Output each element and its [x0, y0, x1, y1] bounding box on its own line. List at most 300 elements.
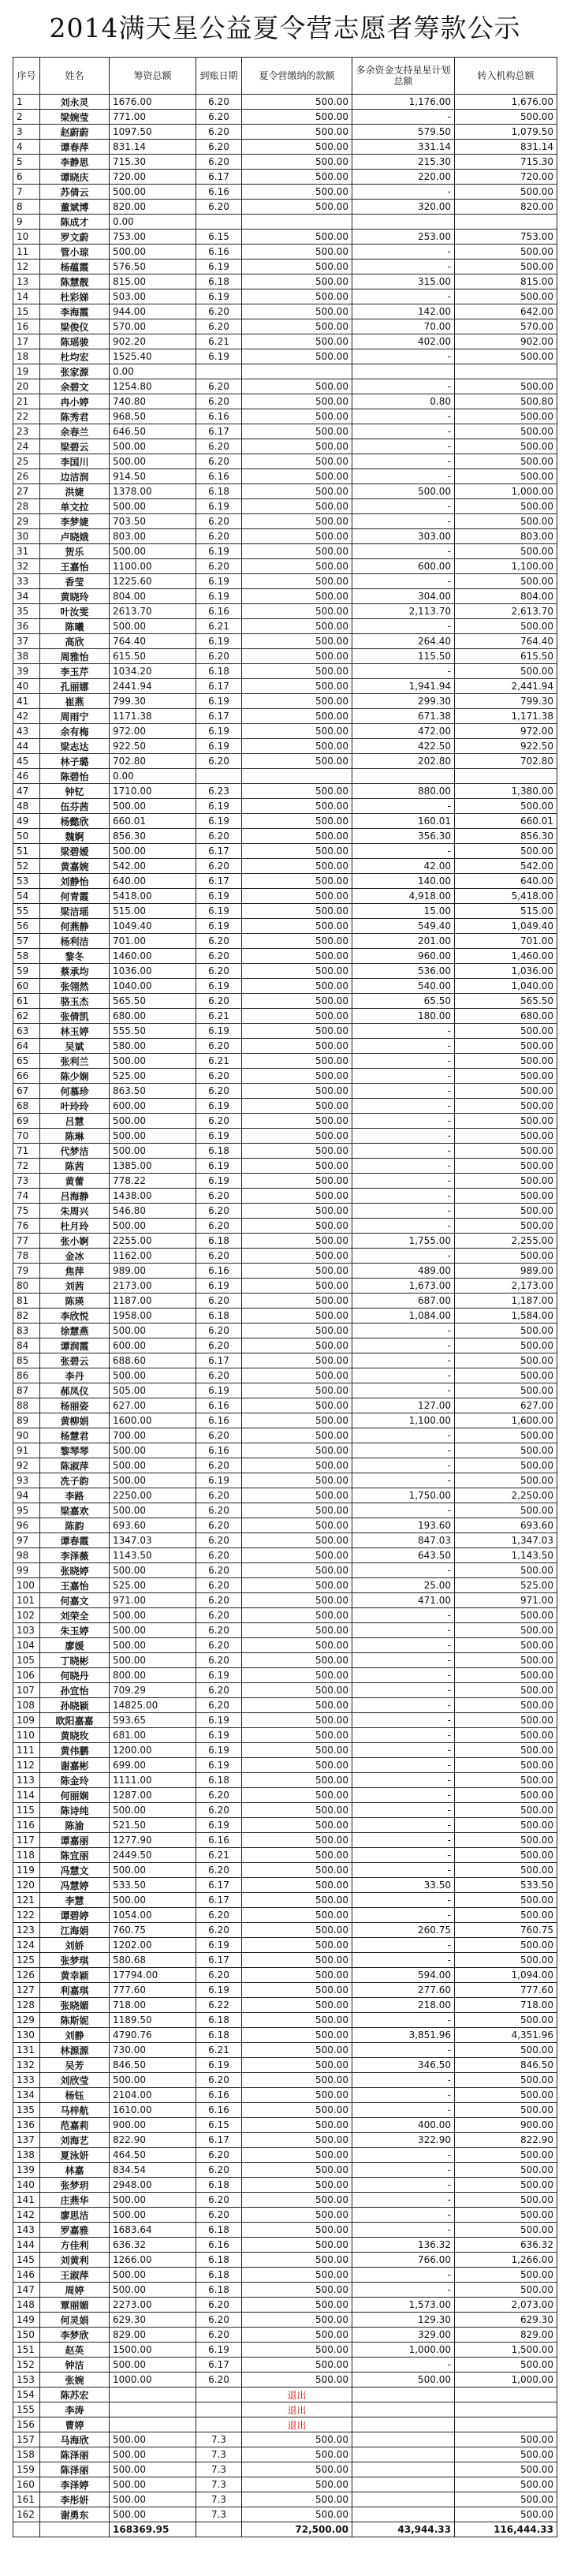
cell-camp-fee: 500.00 — [242, 334, 352, 349]
cell-raised: 505.00 — [110, 1383, 196, 1398]
cell-idx: 107 — [13, 1683, 40, 1698]
cell-raised: 500.00 — [110, 2268, 196, 2283]
cell-raised: 680.00 — [110, 1009, 196, 1024]
cell-raised — [110, 2402, 196, 2417]
cell-transfer: 500.00 — [455, 499, 557, 514]
cell-idx: 3 — [13, 125, 40, 140]
cell-transfer: 715.30 — [455, 155, 557, 170]
cell-date: 6.19 — [196, 1024, 242, 1039]
cell-date: 6.20 — [196, 1563, 242, 1578]
cell-transfer: 4,351.96 — [455, 2028, 557, 2043]
cell-name: 余碧文 — [40, 379, 110, 394]
cell-surplus: 1,573.00 — [352, 2298, 455, 2313]
cell-camp-fee: 500.00 — [242, 679, 352, 694]
cell-name: 冼子韵 — [40, 1473, 110, 1488]
cell-surplus: - — [352, 1144, 455, 1159]
cell-camp-fee: 500.00 — [242, 2373, 352, 2387]
cell-surplus: 329.00 — [352, 2328, 455, 2343]
table-row — [13, 2073, 557, 2088]
cell-date: 6.20 — [196, 2373, 242, 2387]
table-row — [13, 1548, 557, 1563]
cell-surplus: - — [352, 2073, 455, 2088]
table-row — [13, 1069, 557, 1084]
cell-raised: 914.50 — [110, 469, 196, 484]
cell-surplus: 400.00 — [352, 2118, 455, 2133]
table-row — [13, 2253, 557, 2268]
cell-raised: 1225.60 — [110, 574, 196, 589]
cell-camp-fee: 500.00 — [242, 2477, 352, 2492]
cell-idx: 132 — [13, 2058, 40, 2073]
cell-idx: 38 — [13, 649, 40, 664]
table-row — [13, 2283, 557, 2298]
cell-raised: 1710.00 — [110, 784, 196, 799]
cell-idx: 133 — [13, 2073, 40, 2088]
cell-raised: 1347.03 — [110, 1533, 196, 1548]
cell-camp-fee: 500.00 — [242, 919, 352, 934]
cell-name: 骆玉杰 — [40, 994, 110, 1009]
cell-camp-fee: 500.00 — [242, 1593, 352, 1608]
cell-idx: 61 — [13, 994, 40, 1009]
cell-camp-fee: 500.00 — [242, 1084, 352, 1099]
cell-name: 陈淑萍 — [40, 1458, 110, 1473]
cell-idx: 103 — [13, 1623, 40, 1638]
cell-date: 6.18 — [196, 1773, 242, 1788]
cell-name: 黄晓玫 — [40, 1728, 110, 1743]
cell-camp-fee: 500.00 — [242, 499, 352, 514]
cell-surplus: 127.00 — [352, 1398, 455, 1413]
cell-camp-fee: 500.00 — [242, 2507, 352, 2522]
cell-camp-fee: 500.00 — [242, 1219, 352, 1234]
cell-transfer: 500.00 — [455, 2088, 557, 2103]
table-row — [13, 2238, 557, 2253]
cell-raised: 1000.00 — [110, 2373, 196, 2387]
cell-camp-fee: 500.00 — [242, 274, 352, 289]
cell-surplus: - — [352, 185, 455, 200]
cell-transfer: 500.00 — [455, 1473, 557, 1488]
cell-camp-fee: 500.00 — [242, 1204, 352, 1219]
cell-date: 6.16 — [196, 2088, 242, 2103]
cell-raised: 0.00 — [110, 364, 196, 379]
cell-surplus: - — [352, 439, 455, 454]
cell-date: 6.19 — [196, 1983, 242, 1998]
cell-camp-fee: 500.00 — [242, 724, 352, 739]
cell-surplus — [352, 2462, 455, 2477]
cell-camp-fee: 500.00 — [242, 2313, 352, 2328]
cell-camp-fee: 500.00 — [242, 289, 352, 304]
cell-raised: 900.00 — [110, 2118, 196, 2133]
cell-camp-fee: 500.00 — [242, 1563, 352, 1578]
cell-name: 陈少娴 — [40, 1069, 110, 1084]
cell-camp-fee: 500.00 — [242, 1758, 352, 1773]
cell-date: 6.16 — [196, 409, 242, 424]
cell-date: 6.19 — [196, 259, 242, 274]
cell-transfer: 500.00 — [455, 1638, 557, 1653]
cell-raised: 1187.00 — [110, 1294, 196, 1309]
cell-date: 6.20 — [196, 1908, 242, 1923]
cell-surplus: - — [352, 1743, 455, 1758]
cell-raised: 500.00 — [110, 1893, 196, 1908]
cell-raised: 636.32 — [110, 2238, 196, 2253]
cell-surplus: 2,113.70 — [352, 604, 455, 619]
table-row — [13, 589, 557, 604]
cell-raised: 834.54 — [110, 2163, 196, 2178]
cell-idx: 10 — [13, 230, 40, 245]
cell-camp-fee: 500.00 — [242, 2103, 352, 2118]
cell-idx: 22 — [13, 409, 40, 424]
cell-idx: 55 — [13, 904, 40, 919]
table-row — [13, 2208, 557, 2223]
page-title: 2014满天星公益夏令营志愿者筹款公示 — [49, 13, 521, 43]
cell-camp-fee: 500.00 — [242, 694, 352, 709]
cell-idx: 35 — [13, 604, 40, 619]
cell-idx: 134 — [13, 2088, 40, 2103]
cell-camp-fee: 500.00 — [242, 259, 352, 274]
cell-name: 陈曦 — [40, 619, 110, 634]
cell-transfer — [455, 215, 557, 230]
cell-transfer: 500.00 — [455, 1608, 557, 1623]
cell-idx: 153 — [13, 2373, 40, 2387]
cell-name: 吴芳 — [40, 2058, 110, 2073]
cell-name: 朱玉婷 — [40, 1623, 110, 1638]
cell-transfer: 500.80 — [455, 394, 557, 409]
cell-raised: 740.80 — [110, 394, 196, 409]
cell-surplus: - — [352, 1953, 455, 1968]
table-row — [13, 2103, 557, 2118]
cell-idx: 146 — [13, 2268, 40, 2283]
cell-name: 焦萍 — [40, 1264, 110, 1279]
table-row — [13, 1189, 557, 1204]
cell-name: 林嘉 — [40, 2163, 110, 2178]
cell-camp-fee: 500.00 — [242, 799, 352, 814]
cell-idx: 121 — [13, 1893, 40, 1908]
cell-camp-fee — [242, 769, 352, 784]
table-row — [13, 529, 557, 544]
table-row — [13, 754, 557, 769]
cell-date: 6.19 — [196, 889, 242, 904]
cell-idx: 147 — [13, 2283, 40, 2298]
cell-name: 陈渝 — [40, 1818, 110, 1833]
cell-surplus: 536.00 — [352, 964, 455, 979]
table-header-row — [13, 58, 557, 95]
cell-transfer: 500.00 — [455, 1353, 557, 1368]
cell-idx: 162 — [13, 2507, 40, 2522]
cell-idx: 139 — [13, 2163, 40, 2178]
table-row — [13, 1309, 557, 1323]
table-row — [13, 349, 557, 364]
cell-date: 6.19 — [196, 574, 242, 589]
cell-surplus: 180.00 — [352, 1009, 455, 1024]
cell-date: 6.17 — [196, 2358, 242, 2373]
cell-surplus — [352, 2492, 455, 2507]
cell-camp-fee: 500.00 — [242, 1668, 352, 1683]
cell-surplus: 277.60 — [352, 1983, 455, 1998]
cell-raised: 2273.00 — [110, 2298, 196, 2313]
cell-raised: 856.30 — [110, 829, 196, 844]
cell-surplus: - — [352, 619, 455, 634]
cell-idx: 66 — [13, 1069, 40, 1084]
cell-transfer: 500.00 — [455, 2043, 557, 2058]
cell-surplus: - — [352, 1773, 455, 1788]
cell-idx: 105 — [13, 1653, 40, 1668]
cell-surplus: 129.30 — [352, 2313, 455, 2328]
table-row — [13, 1398, 557, 1413]
cell-camp-fee: 500.00 — [242, 125, 352, 140]
cell-surplus: 766.00 — [352, 2253, 455, 2268]
table-row — [13, 634, 557, 649]
table-row — [13, 1848, 557, 1863]
cell-date: 6.18 — [196, 484, 242, 499]
cell-surplus: 594.00 — [352, 1968, 455, 1983]
cell-date: 6.17 — [196, 1353, 242, 1368]
cell-raised: 1676.00 — [110, 95, 196, 110]
cell-idx: 11 — [13, 245, 40, 259]
cell-date: 6.19 — [196, 1728, 242, 1743]
table-row — [13, 2417, 557, 2432]
cell-surplus: 0.80 — [352, 394, 455, 409]
cell-surplus: 489.00 — [352, 1264, 455, 1279]
cell-transfer: 500.00 — [455, 1788, 557, 1803]
cell-surplus: 15.00 — [352, 904, 455, 919]
cell-name: 冯慧婷 — [40, 1878, 110, 1893]
cell-surplus: - — [352, 2013, 455, 2028]
cell-raised: 565.50 — [110, 994, 196, 1009]
cell-raised: 0.00 — [110, 769, 196, 784]
cell-transfer: 1,040.00 — [455, 979, 557, 994]
cell-transfer: 1,000.00 — [455, 2373, 557, 2387]
cell-surplus — [352, 215, 455, 230]
cell-name: 罗嘉雅 — [40, 2223, 110, 2238]
cell-surplus: - — [352, 1054, 455, 1069]
cell-idx: 5 — [13, 155, 40, 170]
cell-camp-fee: 500.00 — [242, 1818, 352, 1833]
table-row — [13, 2268, 557, 2283]
cell-name: 陈宜丽 — [40, 1848, 110, 1863]
cell-transfer: 799.30 — [455, 694, 557, 709]
cell-name: 伍芬茜 — [40, 799, 110, 814]
cell-name: 黄柳娟 — [40, 1413, 110, 1428]
cell-idx: 114 — [13, 1788, 40, 1803]
cell-date: 6.20 — [196, 964, 242, 979]
cell-raised: 533.50 — [110, 1878, 196, 1893]
cell-idx: 98 — [13, 1548, 40, 1563]
cell-transfer: 846.50 — [455, 2058, 557, 2073]
cell-surplus: 500.00 — [352, 2373, 455, 2387]
cell-transfer: 500.00 — [455, 544, 557, 559]
table-row — [13, 1413, 557, 1428]
cell-idx: 4 — [13, 140, 40, 155]
cell-transfer: 500.00 — [455, 1668, 557, 1683]
cell-raised: 500.00 — [110, 245, 196, 259]
cell-name: 张晓婷 — [40, 1563, 110, 1578]
table-row — [13, 934, 557, 949]
table-row — [13, 2148, 557, 2163]
table-row — [13, 2507, 557, 2522]
cell-idx: 83 — [13, 1323, 40, 1338]
cell-raised: 804.00 — [110, 589, 196, 604]
table-row — [13, 289, 557, 304]
cell-camp-fee: 500.00 — [242, 574, 352, 589]
cell-camp-fee: 500.00 — [242, 1368, 352, 1383]
cell-transfer: 500.00 — [455, 1249, 557, 1264]
cell-idx: 95 — [13, 1503, 40, 1518]
cell-camp-fee: 500.00 — [242, 2148, 352, 2163]
cell-idx: 14 — [13, 289, 40, 304]
cell-surplus: - — [352, 409, 455, 424]
table-row — [13, 2163, 557, 2178]
cell-transfer: 500.00 — [455, 379, 557, 394]
cell-date: 6.20 — [196, 1249, 242, 1264]
cell-camp-fee: 500.00 — [242, 304, 352, 319]
table-row — [13, 140, 557, 155]
cell-raised: 753.00 — [110, 230, 196, 245]
cell-surplus: 25.00 — [352, 1578, 455, 1593]
cell-date: 6.21 — [196, 1848, 242, 1863]
cell-surplus: - — [352, 1803, 455, 1818]
cell-camp-fee: 500.00 — [242, 319, 352, 334]
table-row — [13, 979, 557, 994]
cell-idx: 86 — [13, 1368, 40, 1383]
cell-date: 6.20 — [196, 2208, 242, 2223]
cell-date: 6.20 — [196, 1653, 242, 1668]
cell-surplus: 201.00 — [352, 934, 455, 949]
cell-name: 陈瑶骏 — [40, 334, 110, 349]
cell-raised: 971.00 — [110, 1593, 196, 1608]
cell-raised: 14825.00 — [110, 1698, 196, 1713]
cell-camp-fee: 500.00 — [242, 1578, 352, 1593]
cell-date: 6.20 — [196, 1219, 242, 1234]
cell-transfer: 500.00 — [455, 1938, 557, 1953]
cell-idx: 119 — [13, 1863, 40, 1878]
cell-surplus: 549.40 — [352, 919, 455, 934]
cell-name: 何丽娴 — [40, 1788, 110, 1803]
cell-raised: 500.00 — [110, 799, 196, 814]
cell-date: 6.20 — [196, 2148, 242, 2163]
cell-transfer: 500.00 — [455, 2432, 557, 2447]
cell-idx: 26 — [13, 469, 40, 484]
cell-camp-fee: 500.00 — [242, 200, 352, 215]
cell-name: 王嘉怡 — [40, 1578, 110, 1593]
cell-transfer: 1,100.00 — [455, 559, 557, 574]
cell-surplus: 322.90 — [352, 2133, 455, 2148]
cell-idx: 13 — [13, 274, 40, 289]
cell-camp-fee: 500.00 — [242, 1234, 352, 1249]
cell-idx: 135 — [13, 2103, 40, 2118]
cell-surplus: 193.60 — [352, 1518, 455, 1533]
cell-transfer: 500.00 — [455, 1144, 557, 1159]
cell-idx: 63 — [13, 1024, 40, 1039]
cell-surplus: - — [352, 1383, 455, 1398]
cell-raised: 500.00 — [110, 1503, 196, 1518]
cell-transfer: 500.00 — [455, 574, 557, 589]
cell-idx: 157 — [13, 2432, 40, 2447]
table-row — [13, 784, 557, 799]
cell-name: 方佳利 — [40, 2238, 110, 2253]
cell-transfer: 1,500.00 — [455, 2343, 557, 2358]
cell-surplus: - — [352, 1833, 455, 1848]
cell-raised: 1200.00 — [110, 1743, 196, 1758]
cell-transfer: 718.00 — [455, 1998, 557, 2013]
cell-name: 周婷 — [40, 2283, 110, 2298]
cell-date: 6.19 — [196, 1129, 242, 1144]
cell-camp-fee: 500.00 — [242, 2298, 352, 2313]
cell-transfer: 500.00 — [455, 1428, 557, 1443]
table-row — [13, 1533, 557, 1548]
cell-transfer: 1,584.00 — [455, 1309, 557, 1323]
cell-surplus: - — [352, 110, 455, 125]
table-row — [13, 559, 557, 574]
cell-date: 6.19 — [196, 1668, 242, 1683]
cell-raised: 4790.76 — [110, 2028, 196, 2043]
cell-idx: 62 — [13, 1009, 40, 1024]
table-row — [13, 1443, 557, 1458]
cell-transfer: 500.00 — [455, 1803, 557, 1818]
cell-raised — [110, 2387, 196, 2402]
cell-surplus: - — [352, 1219, 455, 1234]
cell-transfer: 1,187.00 — [455, 1294, 557, 1309]
cell-surplus: - — [352, 1848, 455, 1863]
cell-raised: 799.30 — [110, 694, 196, 709]
donation-table — [13, 57, 557, 2537]
cell-date: 6.20 — [196, 1189, 242, 1204]
cell-surplus: - — [352, 2208, 455, 2223]
cell-camp-fee: 退出 — [242, 2402, 352, 2417]
cell-idx: 143 — [13, 2223, 40, 2238]
cell-raised: 515.00 — [110, 904, 196, 919]
cell-surplus: - — [352, 1473, 455, 1488]
cell-date: 6.22 — [196, 1998, 242, 2013]
cell-name: 梁婉莹 — [40, 110, 110, 125]
cell-raised: 1525.40 — [110, 349, 196, 364]
cell-date: 6.20 — [196, 1923, 242, 1938]
cell-idx: 7 — [13, 185, 40, 200]
cell-surplus: - — [352, 2178, 455, 2193]
cell-date: 6.18 — [196, 1309, 242, 1323]
cell-idx: 59 — [13, 964, 40, 979]
cell-idx: 87 — [13, 1383, 40, 1398]
cell-transfer: 500.00 — [455, 1563, 557, 1578]
table-row — [13, 424, 557, 439]
cell-transfer: 515.00 — [455, 904, 557, 919]
cell-transfer: 500.00 — [455, 1054, 557, 1069]
cell-surplus: 1,755.00 — [352, 1234, 455, 1249]
cell-date: 6.18 — [196, 2028, 242, 2043]
cell-raised: 500.00 — [110, 1638, 196, 1653]
total-idx — [13, 2522, 40, 2537]
cell-idx: 136 — [13, 2118, 40, 2133]
cell-surplus: - — [352, 844, 455, 859]
cell-name: 张倩凯 — [40, 1009, 110, 1024]
cell-camp-fee: 500.00 — [242, 739, 352, 754]
cell-transfer: 629.30 — [455, 2313, 557, 2328]
cell-raised: 701.00 — [110, 934, 196, 949]
cell-date: 6.17 — [196, 709, 242, 724]
cell-surplus: 880.00 — [352, 784, 455, 799]
cell-idx: 57 — [13, 934, 40, 949]
table-row — [13, 1503, 557, 1518]
cell-idx: 17 — [13, 334, 40, 349]
cell-transfer: 500.00 — [455, 2358, 557, 2373]
cell-camp-fee: 500.00 — [242, 544, 352, 559]
cell-idx: 127 — [13, 1983, 40, 1998]
cell-raised: 1097.50 — [110, 125, 196, 140]
cell-idx: 60 — [13, 979, 40, 994]
cell-raised: 1162.00 — [110, 1249, 196, 1264]
cell-idx: 108 — [13, 1698, 40, 1713]
cell-camp-fee: 500.00 — [242, 1309, 352, 1323]
cell-raised: 944.00 — [110, 304, 196, 319]
cell-transfer: 1,600.00 — [455, 1413, 557, 1428]
cell-name: 魏婀 — [40, 829, 110, 844]
